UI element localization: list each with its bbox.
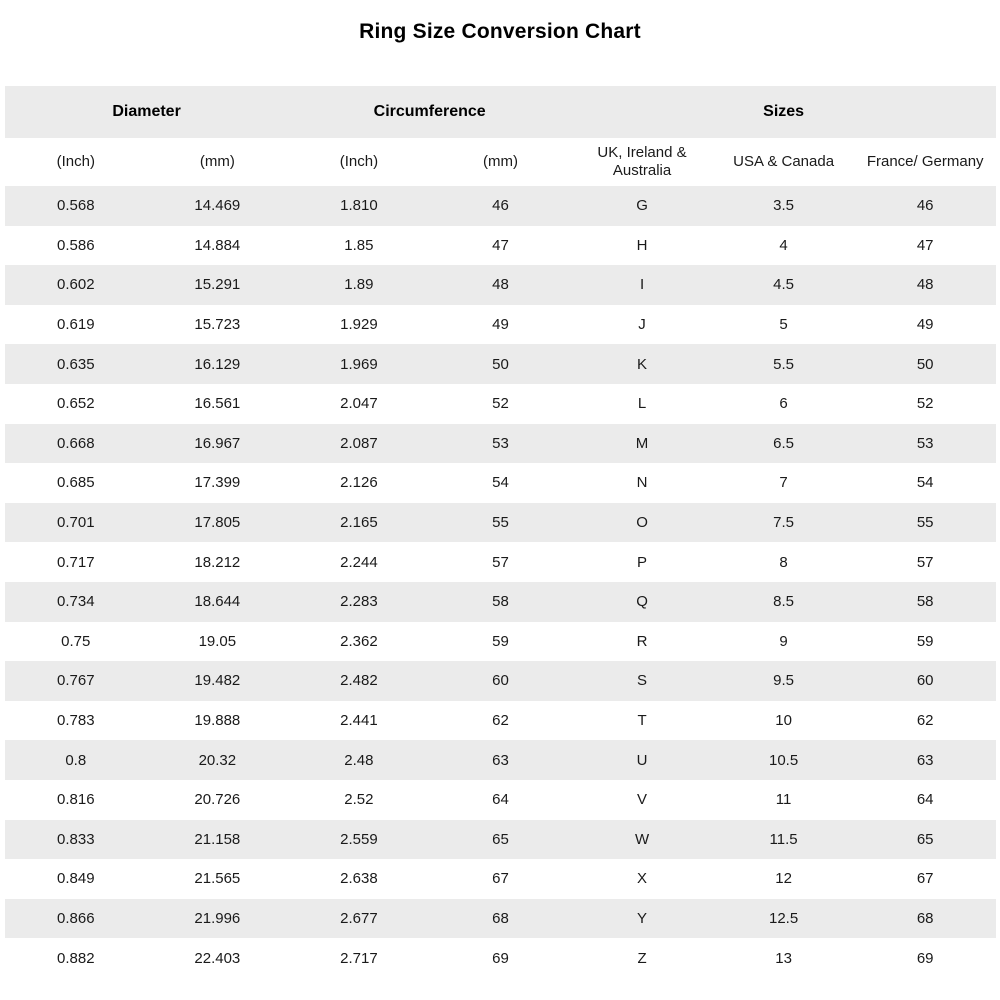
table-cell: 2.677 xyxy=(340,909,378,927)
table-cell: 2.48 xyxy=(344,751,374,769)
table-cell: 0.619 xyxy=(57,316,95,334)
table-cell: 58 xyxy=(492,593,509,611)
table-cell: 2.126 xyxy=(340,474,378,492)
table-cell: 20.32 xyxy=(198,751,237,769)
table-cell: 53 xyxy=(492,434,509,452)
table-body xyxy=(5,186,996,978)
table-cell: S xyxy=(637,672,648,690)
table-row xyxy=(5,265,996,305)
table-cell: 1.89 xyxy=(344,276,374,294)
table-cell: 10 xyxy=(775,712,792,730)
table-cell: 11 xyxy=(775,791,792,809)
table-cell: 8.5 xyxy=(773,593,795,611)
table-row xyxy=(5,305,996,345)
ring-size-conversion-table xyxy=(5,86,996,978)
table-cell: 18.644 xyxy=(194,593,241,611)
table-cell: 59 xyxy=(492,632,509,650)
table-cell: 19.888 xyxy=(194,712,241,730)
table-cell: L xyxy=(637,395,647,413)
table-cell: 16.967 xyxy=(194,434,241,452)
table-cell: 46 xyxy=(916,197,934,215)
table-cell: 0.882 xyxy=(57,949,95,967)
table-cell: 13 xyxy=(775,949,792,967)
table-cell: 2.087 xyxy=(340,434,378,452)
table-cell: W xyxy=(634,830,650,848)
table-cell: V xyxy=(637,791,648,809)
table-cell: 1.929 xyxy=(340,316,378,334)
table-cell: Z xyxy=(637,949,647,967)
table-cell: 0.668 xyxy=(57,434,95,452)
table-cell: 60 xyxy=(916,672,934,690)
column-header-row xyxy=(5,138,996,186)
table-cell: 21.996 xyxy=(194,909,241,927)
table-cell: Q xyxy=(636,593,648,611)
table-cell: 0.75 xyxy=(61,632,91,650)
table-cell: 64 xyxy=(492,791,509,809)
table-cell: 6.5 xyxy=(773,434,795,452)
table-cell: 11.5 xyxy=(769,830,798,848)
table-cell: 6 xyxy=(779,395,788,413)
table-cell: 5.5 xyxy=(773,355,795,373)
table-cell: 1.969 xyxy=(340,355,378,373)
table-cell: 16.129 xyxy=(194,355,241,373)
table-cell: 60 xyxy=(492,672,509,690)
table-cell: 2.559 xyxy=(340,830,378,848)
table-row xyxy=(5,186,996,226)
table-cell: K xyxy=(637,355,648,373)
table-cell: 21.565 xyxy=(194,870,241,888)
table-cell: 0.849 xyxy=(57,870,95,888)
table-cell: 0.652 xyxy=(57,395,95,413)
table-cell: 47 xyxy=(492,236,509,254)
table-row xyxy=(5,701,996,741)
table-cell: 52 xyxy=(916,395,934,413)
table-cell: 67 xyxy=(492,870,509,888)
table-row xyxy=(5,780,996,820)
table-cell: 2.482 xyxy=(340,672,378,690)
table-cell: 0.8 xyxy=(65,751,87,769)
table-cell: 0.602 xyxy=(57,276,95,294)
table-row xyxy=(5,582,996,622)
column-header-usa-canada: USA & Canada xyxy=(733,153,835,170)
table-cell: 17.805 xyxy=(194,514,241,532)
table-cell: 0.685 xyxy=(57,474,95,492)
table-cell: 2.717 xyxy=(340,949,378,967)
table-row xyxy=(5,899,996,939)
table-cell: 63 xyxy=(492,751,509,769)
table-cell: 57 xyxy=(916,553,934,571)
table-cell: H xyxy=(636,236,648,254)
table-cell: 2.362 xyxy=(340,632,378,650)
table-row xyxy=(5,859,996,899)
column-header-circumference-inch: (Inch) xyxy=(339,153,379,170)
table-cell: 0.586 xyxy=(57,236,95,254)
table-cell: 14.469 xyxy=(194,197,241,215)
table-cell: 5 xyxy=(779,316,788,334)
table-head xyxy=(5,86,996,186)
table-cell: 18.212 xyxy=(194,553,241,571)
table-cell: 0.783 xyxy=(57,712,95,730)
column-header-diameter-mm: (mm) xyxy=(199,153,235,170)
table-cell: P xyxy=(637,553,648,571)
table-row xyxy=(5,503,996,543)
table-cell: 54 xyxy=(916,474,934,492)
table-cell: 63 xyxy=(916,751,934,769)
table-row xyxy=(5,463,996,503)
table-cell: 49 xyxy=(916,316,934,334)
table-cell: 20.726 xyxy=(194,791,241,809)
table-cell: U xyxy=(636,751,648,769)
table-cell: 59 xyxy=(916,632,934,650)
table-cell: 0.568 xyxy=(57,197,95,215)
table-cell: 50 xyxy=(492,355,509,373)
table-cell: 58 xyxy=(916,593,934,611)
table-cell: 0.635 xyxy=(57,355,95,373)
table-cell: 2.638 xyxy=(340,870,378,888)
group-header-circumference: Circumference xyxy=(373,103,486,120)
table-cell: R xyxy=(636,632,648,650)
table-row xyxy=(5,226,996,266)
table-row xyxy=(5,344,996,384)
table-cell: 2.165 xyxy=(340,514,378,532)
table-cell: 2.047 xyxy=(340,395,378,413)
table-cell: 2.52 xyxy=(344,791,374,809)
table-cell: 8 xyxy=(779,553,788,571)
group-header-diameter: Diameter xyxy=(112,103,181,120)
table-cell: 48 xyxy=(916,276,934,294)
column-header-uk-ireland-australia: UK, Ireland & Australia xyxy=(597,144,687,179)
table-cell: 4 xyxy=(779,236,788,254)
table-cell: 69 xyxy=(492,949,509,967)
table-cell: 3.5 xyxy=(773,197,795,215)
group-header-sizes: Sizes xyxy=(763,103,805,120)
table-cell: 12 xyxy=(775,870,792,888)
table-cell: 17.399 xyxy=(194,474,241,492)
table-cell: 9.5 xyxy=(773,672,795,690)
table-cell: 1.810 xyxy=(340,197,378,215)
table-cell: 57 xyxy=(492,553,509,571)
table-cell: 68 xyxy=(492,909,509,927)
table-cell: 0.717 xyxy=(57,553,95,571)
table-cell: 19.05 xyxy=(198,632,237,650)
table-cell: 2.441 xyxy=(340,712,378,730)
table-cell: 53 xyxy=(916,434,934,452)
table-cell: 55 xyxy=(492,514,509,532)
table-cell: 0.833 xyxy=(57,830,95,848)
table-row xyxy=(5,661,996,701)
table-cell: 10.5 xyxy=(768,751,799,769)
table-cell: 54 xyxy=(492,474,509,492)
table-cell: N xyxy=(636,474,648,492)
table-cell: 55 xyxy=(916,514,934,532)
table-cell: 49 xyxy=(492,316,509,334)
column-header-circumference-mm: (mm) xyxy=(482,153,518,170)
table-cell: 64 xyxy=(916,791,934,809)
table-cell: 2.244 xyxy=(340,553,378,571)
table-row xyxy=(5,384,996,424)
table-cell: Y xyxy=(637,909,648,927)
table-cell: 0.767 xyxy=(57,672,95,690)
table-cell: 46 xyxy=(492,197,509,215)
table-row xyxy=(5,740,996,780)
table-cell: 21.158 xyxy=(194,830,241,848)
table-cell: I xyxy=(639,276,645,294)
table-cell: 15.723 xyxy=(194,316,241,334)
table-cell: 0.816 xyxy=(57,791,95,809)
table-cell: 62 xyxy=(492,712,509,730)
table-cell: 2.283 xyxy=(340,593,378,611)
table-cell: 47 xyxy=(916,236,934,254)
table-cell: 69 xyxy=(916,949,934,967)
table-cell: 7.5 xyxy=(773,514,795,532)
table-cell: 22.403 xyxy=(194,949,241,967)
table-cell: 48 xyxy=(492,276,509,294)
table-cell: 0.734 xyxy=(57,593,95,611)
page-title: Ring Size Conversion Chart xyxy=(359,20,641,43)
group-header-row xyxy=(5,86,996,138)
table-cell: 67 xyxy=(916,870,934,888)
table-row xyxy=(5,622,996,662)
table-cell: 16.561 xyxy=(194,395,241,413)
table-cell: O xyxy=(636,514,648,532)
table-row xyxy=(5,542,996,582)
table-cell: 15.291 xyxy=(194,276,241,294)
table-cell: 62 xyxy=(916,712,934,730)
table-cell: 68 xyxy=(916,909,934,927)
table-cell: 0.701 xyxy=(57,514,95,532)
table-cell: 7 xyxy=(779,474,788,492)
table-cell: 1.85 xyxy=(344,236,374,254)
table-cell: 65 xyxy=(492,830,509,848)
table-cell: 52 xyxy=(492,395,509,413)
column-header-diameter-inch: (Inch) xyxy=(56,153,95,170)
table-row xyxy=(5,424,996,464)
table-cell: J xyxy=(638,316,646,334)
table-cell: X xyxy=(637,870,648,888)
table-cell: T xyxy=(637,712,647,730)
table-cell: M xyxy=(635,434,649,452)
table-row xyxy=(5,938,996,978)
table-cell: 19.482 xyxy=(194,672,241,690)
table-cell: 50 xyxy=(916,355,934,373)
table-cell: 12.5 xyxy=(768,909,799,927)
table-cell: 14.884 xyxy=(194,236,241,254)
table-cell: 4.5 xyxy=(773,276,795,294)
table-row xyxy=(5,820,996,860)
table-cell: G xyxy=(636,197,648,215)
conversion-table-container xyxy=(5,86,996,978)
table-cell: 0.866 xyxy=(57,909,95,927)
column-header-france-germany: France/ Germany xyxy=(866,153,984,170)
table-cell: 65 xyxy=(916,830,934,848)
table-cell: 9 xyxy=(779,632,788,650)
